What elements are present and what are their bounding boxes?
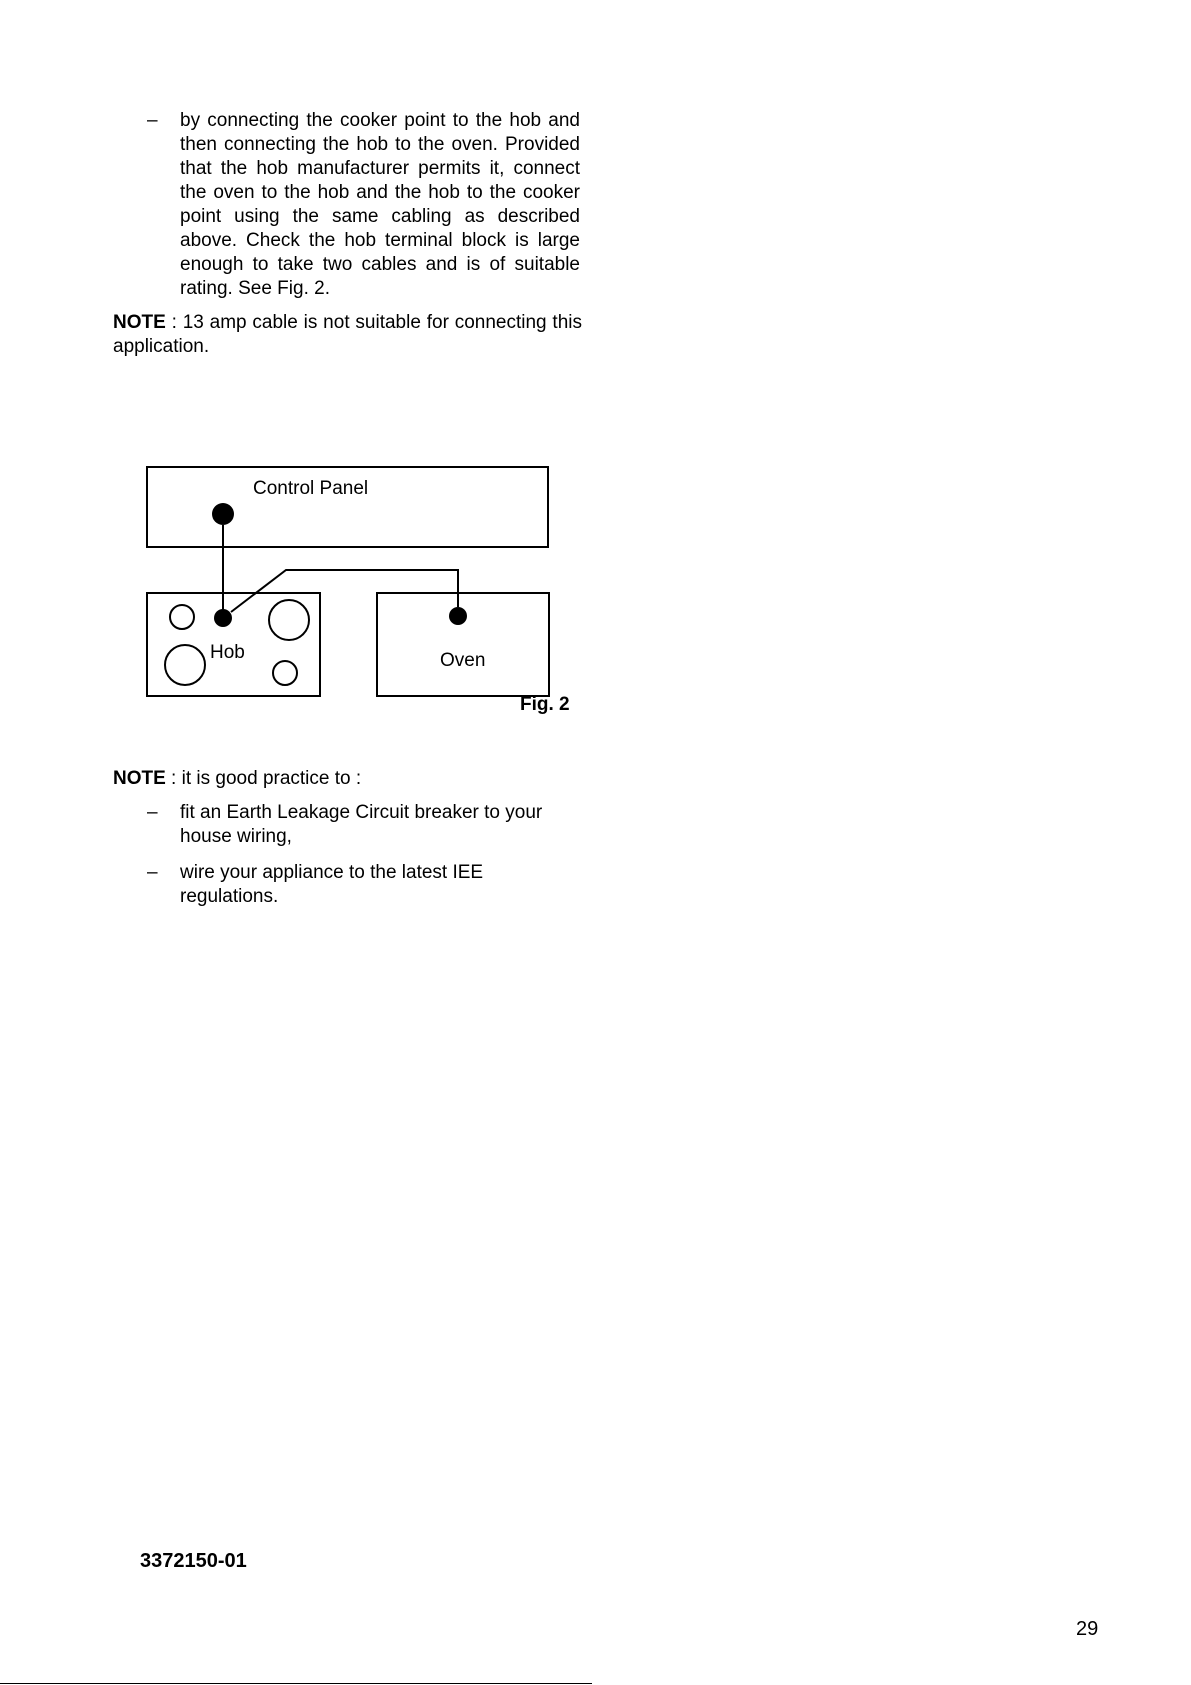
document-number: 3372150-01 <box>140 1550 247 1572</box>
bullet-dash: – <box>147 802 158 823</box>
bullet-dash: – <box>147 110 158 131</box>
cable-hob-to-oven <box>231 570 458 612</box>
hob-burner-large-bottom-left <box>165 645 205 685</box>
page-bottom-rule <box>0 1683 592 1684</box>
bullet-text: by connecting the cooker point to the hob and then connecting the hob to the oven. Provided that the hob manufacturer permits it, connect the oven to the hob and the hob to the cooker point using the same cabling as described above. Check the hob terminal block is large enough to take two cables and is of suitable rating. See Fig. 2. <box>180 110 580 299</box>
note-label: NOTE <box>113 768 166 789</box>
note-text: : it is good practice to : <box>165 768 362 789</box>
page-number: 29 <box>1076 1618 1099 1640</box>
oven-box <box>377 593 549 696</box>
hob-burner-small-top-left <box>170 605 194 629</box>
bullet-item <box>147 861 580 909</box>
control-panel-terminal <box>212 503 234 525</box>
hob-label: Hob <box>210 642 245 663</box>
note-paragraph <box>113 767 582 791</box>
bullet-item <box>147 801 580 849</box>
control-panel-label: Control Panel <box>253 478 369 499</box>
wiring-diagram <box>0 0 1191 760</box>
figure-caption: Fig. 2 <box>520 694 570 715</box>
bullet-text: fit an Earth Leakage Circuit breaker to your house wiring, <box>180 802 543 847</box>
note-label: NOTE <box>113 312 166 333</box>
bullet-text: wire your appliance to the latest IEE regulations. <box>180 862 484 907</box>
hob-burner-large-top-right <box>269 600 309 640</box>
hob-burner-small-bottom-right <box>273 661 297 685</box>
oven-terminal <box>449 607 467 625</box>
bullet-dash: – <box>147 862 158 883</box>
note-text: : 13 amp cable is not suitable for connecting this application. <box>113 312 582 357</box>
oven-label: Oven <box>440 650 486 671</box>
